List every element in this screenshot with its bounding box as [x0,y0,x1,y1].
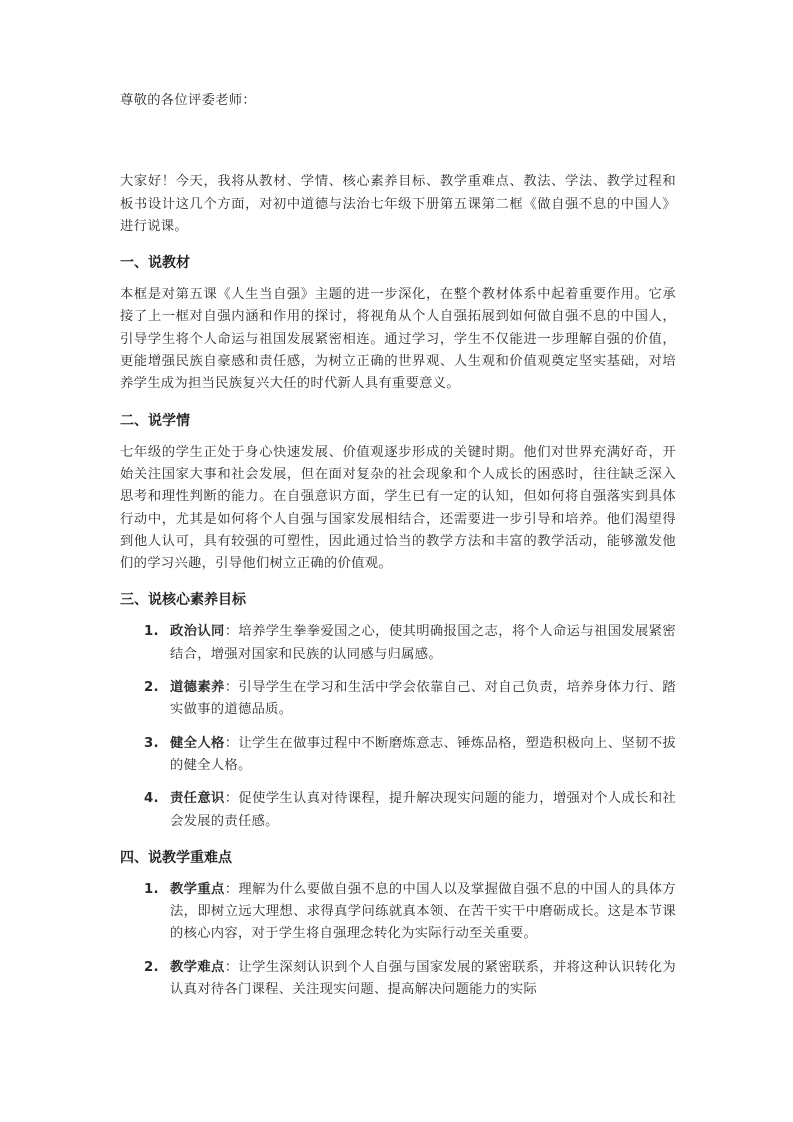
list-text: ：引导学生在学习和生活中学会依靠自己、对自己负责，培养身体力行、踏实做事的道德品质。 [170,680,676,718]
section-heading-core-goals: 三、说核心素养目标 [120,592,246,609]
list-term: 政治认同 [170,624,225,640]
document-content [120,90,676,1012]
list-term: 健全人格 [170,735,225,751]
list-text: ：让学生在做事过程中不断磨炼意志、锤炼品格，塑造积极向上、坚韧不拔的健全人格。 [170,735,676,773]
list-term: 道德素养 [170,680,225,696]
list-text: ：培养学生拳拳爱国之心，使其明确报国之志，将个人命运与祖国发展紧密结合，增强对国家和民族的认同感与归属感。 [170,624,676,662]
list-number: 1. [144,881,159,897]
list-term: 责任意识 [170,791,225,807]
list-number: 3. [144,735,159,751]
list-item [120,677,676,722]
section-heading-students: 二、说学情 [120,412,190,429]
list-item [120,788,676,833]
list-term: 教学难点 [170,959,225,975]
list-item [120,879,676,946]
list-text: ：理解为什么要做自强不息的中国人以及掌握做自强不息的中国人的具体方法，即树立远大理想、求得真学问练就真本领、在苦干实干中磨砺成长。这是本节课的核心内容，对于学生将自强理念转化为实际行动至关重要。 [170,881,676,942]
section-body-students: 七年级的学生正处于身心快速发展、价值观逐步形成的关键时期。他们对世界充满好奇，开始关注国家大事和社会发展，但在面对复杂的社会现象和个人成长的困惑时，往往缺乏深入思考和理性判断的能力。在自强意识方面，学生已有一定的认知，但如何将自强落实到具体行动中，尤其是如何将个人自强与国家发展相结合，还需要进一步引导和培养。他们渴望得到他人认可，具有较强的可塑性，因此通过恰当的教学方法和丰富的教学活动，能够激发他们的学习兴趣，引导他们树立正确的价值观。 [120,444,676,572]
section-body-textbook: 本框是对第五课《人生当自强》主题的进一步深化，在整个教材体系中起着重要作用。它承接了上一框对自强内涵和作用的探讨，将视角从个人自强拓展到如何做自强不息的中国人，引导学生将个人命运与祖国发展紧密相连。通过学习，学生不仅能进一步理解自强的价值，更能增强民族自豪感和责任感，为树立正确的世界观、人生观和价值观奠定坚实基础，对培养学生成为担当民族复兴大任的时代新人具有重要意义。 [120,287,676,392]
intro-paragraph: 大家好！今天，我将从教材、学情、核心素养目标、教学重难点、教法、学法、教学过程和板书设计这几个方面，对初中道德与法治七年级下册第五课第二框《做自强不息的中国人》进行说课。 [120,174,676,234]
core-goals-list [120,621,676,832]
key-points-list [120,879,676,1001]
list-item [120,733,676,778]
greeting: 尊敬的各位评委老师： [120,93,256,108]
section-heading-textbook: 一、说教材 [120,255,190,272]
list-number: 4. [144,791,159,807]
list-text: ：让学生深刻认识到个人自强与国家发展的紧密联系，并将这种认识转化为认真对待各门课程、关注现实问题、提高解决问题能力的实际 [170,959,676,998]
list-text: ：促使学生认真对待课程，提升解决现实问题的能力，增强对个人成长和社会发展的责任感。 [170,791,676,829]
list-number: 2. [144,680,159,696]
list-term: 教学重点 [170,881,225,897]
list-number: 2. [144,959,159,975]
list-number: 1. [144,624,159,640]
section-heading-key-points: 四、说教学重难点 [120,849,232,866]
list-item [120,957,676,1002]
list-item [120,621,676,666]
